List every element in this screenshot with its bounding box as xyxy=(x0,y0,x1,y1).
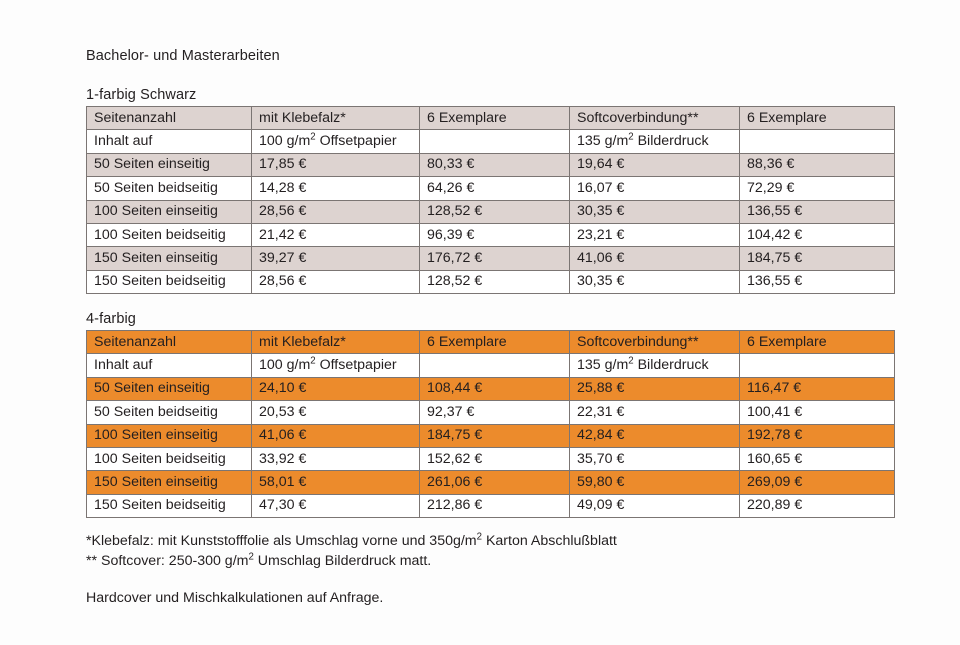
page-title: Bachelor- und Masterarbeiten xyxy=(86,48,280,64)
table-cell: 136,55 € xyxy=(740,200,895,223)
table-cell: 192,78 € xyxy=(740,424,895,447)
table-row xyxy=(87,153,895,176)
column-header-cell: mit Klebefalz* xyxy=(252,107,420,130)
table-cell: 184,75 € xyxy=(420,424,570,447)
column-header-cell: Seitenanzahl xyxy=(87,107,252,130)
table-cell: 35,70 € xyxy=(570,447,740,470)
table-cell: 42,84 € xyxy=(570,424,740,447)
table-row xyxy=(87,200,895,223)
table-cell: Inhalt auf xyxy=(87,354,252,377)
table-cell: 21,42 € xyxy=(252,223,420,246)
column-header-cell: Softcoverbindung** xyxy=(570,331,740,354)
table-cell: 100 $g/m^2$ Offsetpapier xyxy=(252,354,420,377)
table-cell: 269,09 € xyxy=(740,471,895,494)
table-cell: 100 Seiten einseitig xyxy=(87,200,252,223)
table-row xyxy=(87,247,895,270)
column-header-cell: 6 Exemplare xyxy=(420,331,570,354)
table-cell: 150 Seiten beidseitig xyxy=(87,494,252,517)
table-body-color xyxy=(87,331,895,518)
table-body-bw xyxy=(87,107,895,294)
footnotes xyxy=(86,531,617,571)
table-cell: 41,06 € xyxy=(252,424,420,447)
table-cell: 100 $g/m^2$ Offsetpapier xyxy=(252,130,420,153)
table-row xyxy=(87,354,895,377)
table-cell xyxy=(420,130,570,153)
footnote-softcover: ** Softcover: 250-300 $g/m^2$ Umschlag Bilderdruck matt. xyxy=(86,551,432,569)
table-cell: 50 Seiten beidseitig xyxy=(87,177,252,200)
table-row xyxy=(87,377,895,400)
table-cell: 47,30 € xyxy=(252,494,420,517)
table-cell: 152,62 € xyxy=(420,447,570,470)
table-cell: Inhalt auf xyxy=(87,130,252,153)
table-cell: 150 Seiten beidseitig xyxy=(87,270,252,293)
table-cell: 17,85 € xyxy=(252,153,420,176)
table-row xyxy=(87,401,895,424)
table-cell: 59,80 € xyxy=(570,471,740,494)
table-cell: 28,56 € xyxy=(252,200,420,223)
table-cell: 50 Seiten einseitig xyxy=(87,377,252,400)
table-cell: 41,06 € xyxy=(570,247,740,270)
table-cell: 261,06 € xyxy=(420,471,570,494)
table-cell: 135 $g/m^2$ Bilderdruck xyxy=(570,130,740,153)
table-cell: 25,88 € xyxy=(570,377,740,400)
table-cell: 24,10 € xyxy=(252,377,420,400)
table-cell: 220,89 € xyxy=(740,494,895,517)
table-cell: 100,41 € xyxy=(740,401,895,424)
table-cell: 88,36 € xyxy=(740,153,895,176)
table-cell: 104,42 € xyxy=(740,223,895,246)
table-cell: 150 Seiten einseitig xyxy=(87,247,252,270)
price-table-color xyxy=(86,330,895,518)
table-cell: 212,86 € xyxy=(420,494,570,517)
table-cell: 96,39 € xyxy=(420,223,570,246)
table-cell: 100 Seiten beidseitig xyxy=(87,447,252,470)
footnote-klebefalz: *Klebefalz: mit Kunststofffolie als Umschlag vorne und $350g/m^2$ Karton Abschlußblatt xyxy=(86,531,617,549)
table-cell: 108,44 € xyxy=(420,377,570,400)
table-cell: 30,35 € xyxy=(570,200,740,223)
table-cell: 20,53 € xyxy=(252,401,420,424)
table-row xyxy=(87,270,895,293)
table-cell: 22,31 € xyxy=(570,401,740,424)
table-row xyxy=(87,471,895,494)
table-cell: 14,28 € xyxy=(252,177,420,200)
table-cell: 150 Seiten einseitig xyxy=(87,471,252,494)
table-cell: 136,55 € xyxy=(740,270,895,293)
table-cell: 100 Seiten beidseitig xyxy=(87,223,252,246)
table-cell: 100 Seiten einseitig xyxy=(87,424,252,447)
table-cell: 160,65 € xyxy=(740,447,895,470)
closing-note: Hardcover und Mischkalkulationen auf Anfrage. xyxy=(86,590,384,606)
table-row xyxy=(87,447,895,470)
table-row xyxy=(87,177,895,200)
table-cell: 128,52 € xyxy=(420,270,570,293)
table-cell: 39,27 € xyxy=(252,247,420,270)
table-cell: 72,29 € xyxy=(740,177,895,200)
column-header-cell: 6 Exemplare xyxy=(740,331,895,354)
table-cell xyxy=(420,354,570,377)
column-header-cell: Softcoverbindung** xyxy=(570,107,740,130)
table-row xyxy=(87,223,895,246)
table-cell: 176,72 € xyxy=(420,247,570,270)
table-cell xyxy=(740,130,895,153)
table-row xyxy=(87,424,895,447)
table-cell: 23,21 € xyxy=(570,223,740,246)
table-cell: 92,37 € xyxy=(420,401,570,424)
table-row xyxy=(87,130,895,153)
table-cell: 49,09 € xyxy=(570,494,740,517)
table-cell: 16,07 € xyxy=(570,177,740,200)
table-cell: 28,56 € xyxy=(252,270,420,293)
section-label-color: 4-farbig xyxy=(86,311,136,327)
table-cell: 128,52 € xyxy=(420,200,570,223)
table-cell xyxy=(740,354,895,377)
table-cell: 116,47 € xyxy=(740,377,895,400)
column-header-cell: 6 Exemplare xyxy=(740,107,895,130)
table-header-row xyxy=(87,331,895,354)
table-cell: 30,35 € xyxy=(570,270,740,293)
table-cell: 80,33 € xyxy=(420,153,570,176)
column-header-cell: Seitenanzahl xyxy=(87,331,252,354)
section-label-bw: 1-farbig Schwarz xyxy=(86,87,197,103)
column-header-cell: mit Klebefalz* xyxy=(252,331,420,354)
table-header-row xyxy=(87,107,895,130)
price-table-bw xyxy=(86,106,895,294)
table-cell: 50 Seiten beidseitig xyxy=(87,401,252,424)
table-cell: 184,75 € xyxy=(740,247,895,270)
table-cell: 50 Seiten einseitig xyxy=(87,153,252,176)
table-cell: 64,26 € xyxy=(420,177,570,200)
table-cell: 58,01 € xyxy=(252,471,420,494)
table-cell: 33,92 € xyxy=(252,447,420,470)
table-cell: 135 $g/m^2$ Bilderdruck xyxy=(570,354,740,377)
table-cell: 19,64 € xyxy=(570,153,740,176)
column-header-cell: 6 Exemplare xyxy=(420,107,570,130)
table-row xyxy=(87,494,895,517)
